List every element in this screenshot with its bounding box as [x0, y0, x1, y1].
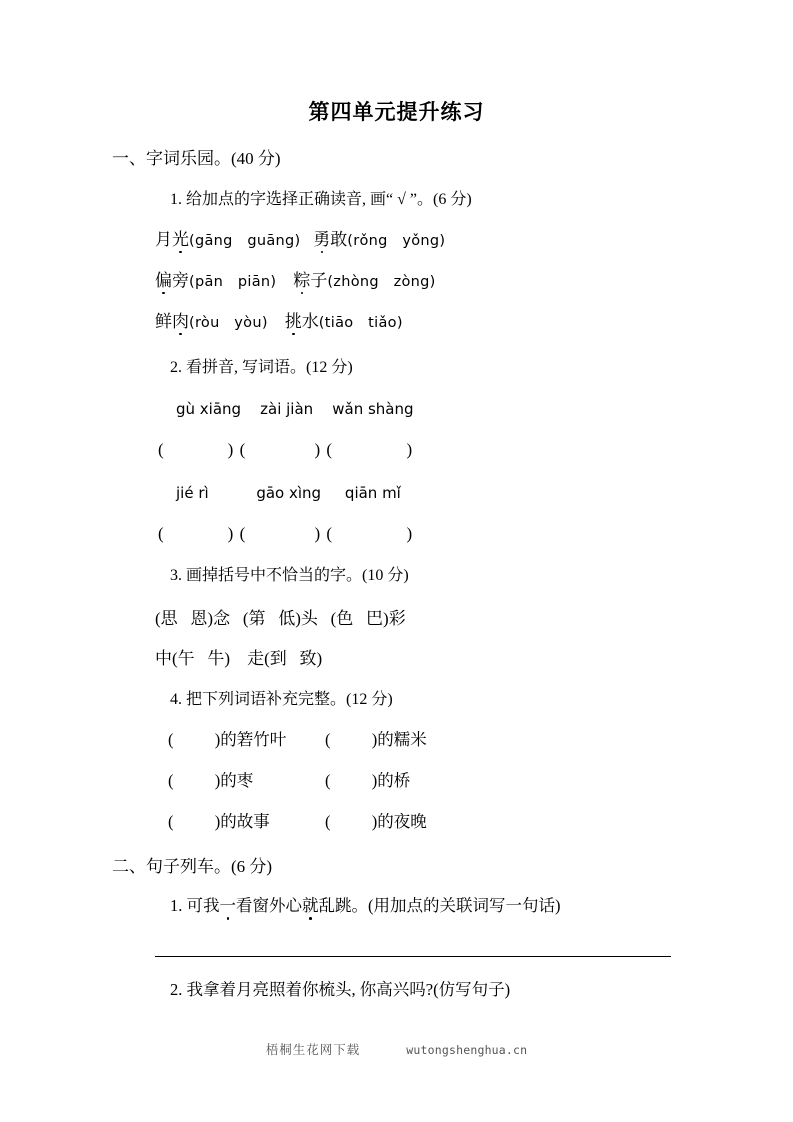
pinyin-choice-row-1: 月光(gāng guāng) 勇敢(rǒng yǒng): [155, 230, 446, 249]
dotted-char: 挑: [284, 312, 302, 331]
footer: [0, 1040, 793, 1058]
answer-blanks-row-1[interactable]: ( ) ( ) ( ): [158, 440, 414, 459]
exercise-2-heading: 2. 看拼音, 写词语。(12 分): [170, 359, 353, 376]
dotted-char: 偏: [155, 271, 172, 290]
dotted-char: 勇: [313, 230, 331, 249]
spacer: [268, 312, 285, 331]
pinyin-options-4: (zhòng zòng): [327, 274, 436, 290]
exercise-4-heading: 4. 把下列词语补充完整。(12 分): [170, 691, 393, 708]
footer-site-name: 梧桐生花网下载: [265, 1043, 361, 1057]
footer-site-url: wutongshenghua.cn: [406, 1043, 528, 1057]
cross-out-row-1[interactable]: (思 恩)念 (第 低)头 (色 巴)彩: [155, 609, 406, 628]
section-heading-one: 一、字词乐园。(40 分): [112, 149, 281, 168]
dotted-char: 肉: [172, 312, 189, 331]
pinyin-choice-row-3: 鲜肉(ròu yòu) 挑水(tiāo tiǎo): [155, 312, 403, 331]
answer-write-line[interactable]: [155, 956, 671, 957]
section-heading-two: 二、句子列车。(6 分): [112, 857, 273, 876]
complete-word-row-2-right[interactable]: ( )的桥: [325, 771, 411, 790]
spacer: [276, 271, 293, 290]
complete-word-row-1-left[interactable]: ( )的箬竹叶: [168, 730, 287, 749]
spacer: [301, 230, 314, 249]
page-title: 第四单元提升练习: [308, 100, 485, 124]
pinyin-options-2: (rǒng yǒng): [347, 233, 446, 249]
dotted-char: 光: [172, 230, 189, 249]
exercise-3-heading: 3. 画掉括号中不恰当的字。(10 分): [170, 567, 409, 584]
complete-word-row-3-right[interactable]: ( )的夜晚: [325, 812, 427, 831]
dotted-char: 粽: [293, 271, 311, 290]
sentence-exercise-2: 2. 我拿着月亮照着你梳头, 你高兴吗?(仿写句子): [170, 980, 511, 999]
pinyin-prompt-row-2: jié rì gāo xìng qiān mǐ: [176, 484, 401, 502]
complete-word-row-1-right[interactable]: ( )的糯米: [325, 730, 427, 749]
char-group-1: 月光: [155, 230, 189, 249]
answer-blanks-row-2[interactable]: ( ) ( ) ( ): [158, 524, 414, 543]
dotted-char: 就: [302, 896, 319, 915]
pinyin-options-3: (pān piān): [189, 274, 277, 290]
pinyin-choice-row-2: 偏旁(pān piān) 粽子(zhòng zòng): [155, 271, 436, 290]
pinyin-options-1: (gāng guāng): [189, 233, 301, 249]
pinyin-options-5: (ròu yòu): [189, 315, 268, 331]
exercise-1-heading: 1. 给加点的字选择正确读音, 画“ √ ”。(6 分): [170, 191, 472, 208]
complete-word-row-3-left[interactable]: ( )的故事: [168, 812, 270, 831]
cross-out-row-2[interactable]: 中(午 牛) 走(到 致): [155, 649, 323, 668]
complete-word-row-2-left[interactable]: ( )的枣: [168, 771, 254, 790]
dotted-char: 一: [219, 896, 236, 915]
pinyin-options-6: (tiāo tiǎo): [318, 315, 403, 331]
sentence-exercise-1: 1. 可我一看窗外心就乱跳。(用加点的关联词写一句话): [170, 896, 561, 915]
pinyin-prompt-row-1: gù xiāng zài jiàn wǎn shàng: [176, 400, 414, 418]
